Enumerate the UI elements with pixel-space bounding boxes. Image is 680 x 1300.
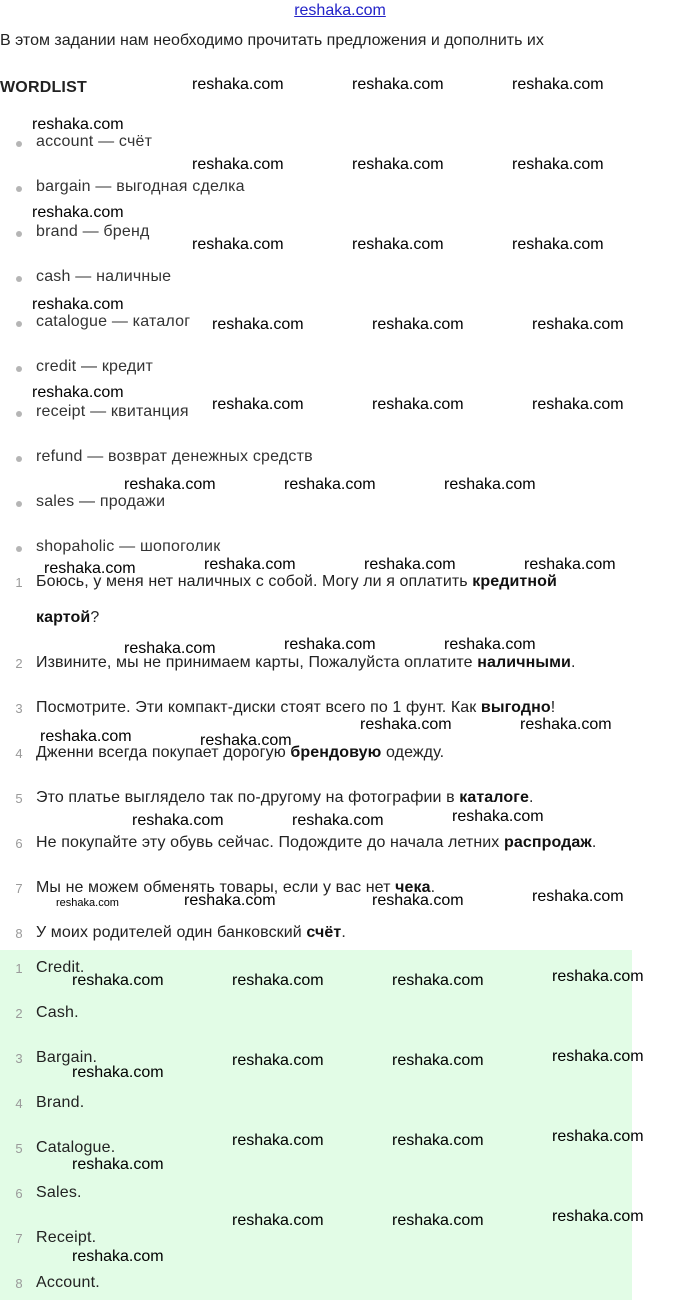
watermark: reshaka.com	[232, 1132, 324, 1149]
bullet-icon	[16, 546, 22, 552]
watermark: reshaka.com	[552, 1128, 644, 1145]
answer-number: 3	[15, 1051, 23, 1066]
watermark: reshaka.com	[512, 236, 604, 253]
watermark: reshaka.com	[40, 728, 132, 745]
watermark: reshaka.com	[520, 716, 612, 733]
watermark: reshaka.com	[392, 972, 484, 989]
watermark: reshaka.com	[284, 476, 376, 493]
watermark: reshaka.com	[132, 812, 224, 829]
answer-text: Brand.	[36, 1094, 85, 1111]
sentence-number: 4	[15, 746, 23, 761]
watermark: reshaka.com	[372, 892, 464, 909]
watermark: reshaka.com	[360, 716, 452, 733]
wordlist-item-text: credit — кредит	[36, 358, 154, 375]
watermark: reshaka.com	[524, 556, 616, 573]
wordlist-item-text: catalogue — каталог	[36, 313, 191, 330]
watermark: reshaka.com	[512, 156, 604, 173]
answer-text: Bargain.	[36, 1049, 98, 1066]
watermark: reshaka.com	[212, 396, 304, 413]
wordlist-item-text: sales — продажи	[36, 493, 166, 510]
bullet-icon	[16, 231, 22, 237]
sentence-text: Боюсь, у меня нет наличных с собой. Могу ли я оплатить кредитной	[36, 573, 557, 590]
watermark: reshaka.com	[204, 556, 296, 573]
watermark: reshaka.com	[364, 556, 456, 573]
watermark: reshaka.com	[32, 296, 124, 313]
watermark: reshaka.com	[532, 316, 624, 333]
sentence-number: 8	[15, 926, 23, 941]
sentence-text: Мы не можем обменять товары, если у вас нет чека.	[36, 879, 436, 896]
intro-text: В этом задании нам необходимо прочитать предложения и дополнить их	[0, 32, 544, 49]
bullet-icon	[16, 276, 22, 282]
watermark: reshaka.com	[392, 1132, 484, 1149]
bullet-icon	[16, 366, 22, 372]
watermark: reshaka.com	[372, 316, 464, 333]
answer-text: Sales.	[36, 1184, 82, 1201]
watermark: reshaka.com	[352, 156, 444, 173]
sentence-text-continued: картой?	[36, 609, 100, 626]
bullet-icon	[16, 501, 22, 507]
answer-text: Credit.	[36, 959, 85, 976]
answer-number: 2	[15, 1006, 23, 1021]
watermark: reshaka.com	[232, 1212, 324, 1229]
answer-number: 7	[15, 1231, 23, 1246]
watermark: reshaka.com	[184, 892, 276, 909]
bullet-icon	[16, 456, 22, 462]
answer-text: Cash.	[36, 1004, 79, 1021]
wordlist-item-text: account — счёт	[36, 133, 153, 150]
sentence-text: Посмотрите. Эти компакт-диски стоят всего по 1 фунт. Как выгодно!	[36, 699, 556, 716]
watermark: reshaka.com	[392, 1052, 484, 1069]
sentence-text: Дженни всегда покупает дорогую брендовую одежду.	[36, 744, 445, 761]
answer-number: 8	[15, 1276, 23, 1291]
watermark: reshaka.com	[72, 1156, 164, 1173]
answer-number: 6	[15, 1186, 23, 1201]
watermark: reshaka.com	[372, 396, 464, 413]
wordlist-item-text: shopaholic — шопоголик	[36, 538, 221, 555]
sentence-text: Извините, мы не принимаем карты, Пожалуйста оплатите наличными.	[36, 654, 576, 671]
watermark: reshaka.com	[512, 76, 604, 93]
sentence-text: У моих родителей один банковский счёт.	[36, 924, 346, 941]
watermark: reshaka.com	[44, 560, 136, 577]
watermark: reshaka.com	[552, 1208, 644, 1225]
watermark: reshaka.com	[192, 76, 284, 93]
wordlist-item-text: brand — бренд	[36, 223, 150, 240]
sentence-text: Это платье выглядело так по-другому на фотографии в каталоге.	[36, 789, 534, 806]
watermark: reshaka.com	[124, 640, 216, 657]
sentence-number: 2	[15, 656, 23, 671]
watermark: reshaka.com	[452, 808, 544, 825]
wordlist-item-text: cash — наличные	[36, 268, 172, 285]
answer-text: Receipt.	[36, 1229, 97, 1246]
bullet-icon	[16, 411, 22, 417]
sentence-number: 3	[15, 701, 23, 716]
watermark: reshaka.com	[232, 972, 324, 989]
watermark: reshaka.com	[32, 204, 124, 221]
bullet-icon	[16, 141, 22, 147]
wordlist-item-text: refund — возврат денежных средств	[36, 448, 313, 465]
watermark: reshaka.com	[444, 476, 536, 493]
watermark: reshaka.com	[200, 732, 292, 749]
sentence-number: 6	[15, 836, 23, 851]
answer-number: 1	[15, 961, 23, 976]
watermark: reshaka.com	[532, 396, 624, 413]
bullet-icon	[16, 321, 22, 327]
wordlist-title: WORDLIST	[0, 79, 87, 96]
answer-text: Catalogue.	[36, 1139, 116, 1156]
watermark: reshaka.com	[32, 384, 124, 401]
sentence-text: Не покупайте эту обувь сейчас. Подождите до начала летних распродаж.	[36, 834, 597, 851]
answer-number: 5	[15, 1141, 23, 1156]
watermark: reshaka.com	[72, 972, 164, 989]
watermark: reshaka.com	[192, 236, 284, 253]
site-link[interactable]: reshaka.com	[294, 2, 386, 19]
watermark: reshaka.com	[124, 476, 216, 493]
watermark: reshaka.com	[56, 897, 119, 909]
watermark: reshaka.com	[72, 1248, 164, 1265]
watermark: reshaka.com	[292, 812, 384, 829]
sentence-number: 7	[15, 881, 23, 896]
answer-text: Account.	[36, 1274, 100, 1291]
watermark: reshaka.com	[284, 636, 376, 653]
wordlist-item-text: bargain — выгодная сделка	[36, 178, 245, 195]
answer-number: 4	[15, 1096, 23, 1111]
watermark: reshaka.com	[32, 116, 124, 133]
watermark: reshaka.com	[552, 968, 644, 985]
watermark: reshaka.com	[392, 1212, 484, 1229]
watermark: reshaka.com	[352, 236, 444, 253]
wordlist-item-text: receipt — квитанция	[36, 403, 189, 420]
watermark: reshaka.com	[232, 1052, 324, 1069]
watermark: reshaka.com	[552, 1048, 644, 1065]
sentence-number: 5	[15, 791, 23, 806]
bullet-icon	[16, 186, 22, 192]
watermark: reshaka.com	[192, 156, 284, 173]
watermark: reshaka.com	[72, 1064, 164, 1081]
watermark: reshaka.com	[532, 888, 624, 905]
sentence-number: 1	[15, 575, 23, 590]
watermark: reshaka.com	[352, 76, 444, 93]
watermark: reshaka.com	[444, 636, 536, 653]
watermark: reshaka.com	[212, 316, 304, 333]
